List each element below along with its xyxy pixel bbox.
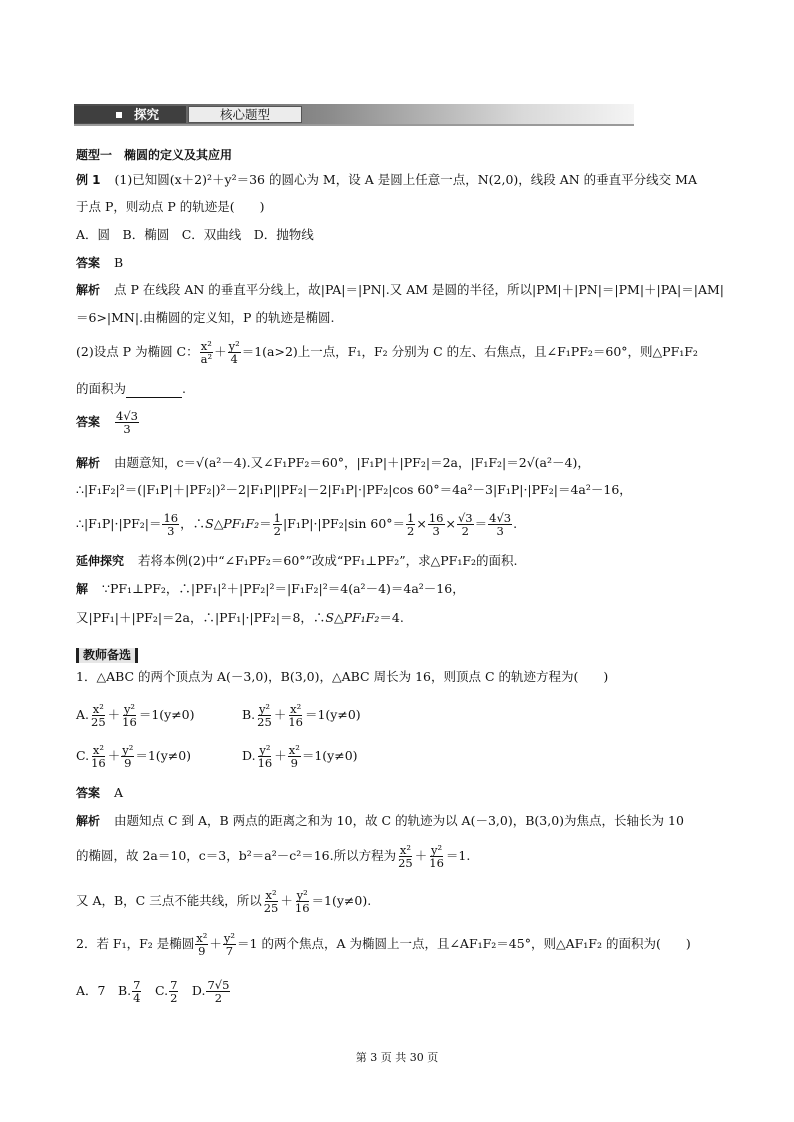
- q1-analysis-line2: 的椭圆，故 2a＝10，c＝3，b²＝a²－c²＝16.所以方程为 $\frac{\text{x²}}{25}$ ＋ $\frac{\text{y²}}{16}$ ＝1.: [76, 843, 471, 870]
- q1-option-a: A. $\frac{\text{x²}}{25}$ ＋ $\frac{\text{y²}}{16}$ ＝1(y≠0): [76, 702, 195, 729]
- q2-options: A．7 B. $\frac{7}{4}$ C. $\frac{7}{2}$ D. $\frac{7√5}{2}$: [76, 978, 230, 1005]
- example1-q2-line2: 的面积为 .: [76, 381, 186, 396]
- q1-analysis-line3: 又 A，B，C 三点不能共线，所以 $\frac{\text{x²}}{25}$ ＋ $\frac{\text{y²}}{16}$ ＝1(y≠0).: [76, 888, 372, 915]
- example1-q2-answer: 答案 $\frac{4√3}{3}$: [76, 409, 138, 436]
- example1-answer: 答案 B: [76, 255, 124, 270]
- q1-option-b: B. $\frac{\text{y²}}{25}$ ＋ $\frac{\text{x²}}{16}$ ＝1(y≠0): [242, 702, 361, 729]
- teacher-box: 教师备选: [76, 646, 720, 664]
- example1-analysis-line1: 解析 点 P 在线段 AN 的垂直平分线上，故|PA|＝|PN|.又 AM 是圆的半径，所以|PM|＋|PN|＝|PM|＋|PA|＝|AM|: [76, 282, 725, 297]
- q2-stem: 2．若 F₁，F₂ 是椭圆 $\frac{\text{x²}}{9}$ ＋ $\frac{\text{y²}}{7}$ ＝1 的两个焦点，A 为椭圆上一点，且∠AF₁F₂＝45°，则△AF₁F₂ 的面积为( ): [76, 931, 691, 958]
- page-footer: 第 3 页 共 30 页: [355, 1051, 439, 1064]
- section-header-band: [74, 104, 634, 126]
- example1-analysis-line2: ＝6>|MN|.由椭圆的定义知，P 的轨迹是椭圆.: [76, 310, 335, 325]
- header-subtitle: 核心题型: [188, 106, 302, 123]
- extension-solution-line2: 又|PF₁|＋|PF₂|＝2a，∴|PF₁|·|PF₂|＝8，∴S△PF₁F₂＝4.: [76, 610, 404, 625]
- q1-stem: 1．△ABC 的两个顶点为 A(－3,0)，B(3,0)，△ABC 周长为 16，则顶点 C 的轨迹方程为( ): [76, 669, 609, 684]
- header-tag: 探究: [74, 106, 186, 123]
- q1-analysis-line1: 解析 由题知点 C 到 A，B 两点的距离之和为 10，故 C 的轨迹为以 A(－3,0)，B(3,0)为焦点，长轴长为 10: [76, 813, 684, 828]
- example1-line1: 例 1 (1)已知圆(x＋2)²＋y²＝36 的圆心为 M，设 A 是圆上任意一点，N(2,0)，线段 AN 的垂直平分线交 MA: [76, 172, 697, 187]
- example1-q2-analysis-line2: ∴|F₁F₂|²＝(|F₁P|＋|PF₂|)²－2|F₁P||PF₂|－2|F₁P|·|PF₂|cos 60°＝4a²－3|F₁P|·|PF₂|＝4a²－16，: [76, 482, 632, 497]
- section-title: 题型一 椭圆的定义及其应用: [76, 148, 233, 162]
- example1-q2-analysis-line3: ∴|F₁P|·|PF₂|＝ $\frac{16}{3}$ ，∴S△PF₁F₂＝ $\frac{1}{2}$ |F₁P|·|PF₂|sin 60°＝ $\frac{1}{2}$ × $\frac{16}{3}$ × $\frac{√3}{2}$ ＝ $\frac{4√3}{3}$ .: [76, 511, 518, 538]
- example1-line2: 于点 P，则动点 P 的轨迹是( ): [76, 199, 265, 214]
- q1-option-d: D. $\frac{\text{y²}}{16}$ ＋ $\frac{\text{x²}}{9}$ ＝1(y≠0): [242, 743, 358, 770]
- q1-option-c: C. $\frac{\text{x²}}{16}$ ＋ $\frac{\text{y²}}{9}$ ＝1(y≠0): [76, 743, 192, 770]
- example1-q2-line1: (2)设点 P 为椭圆 C： $\frac{\text{x²}}{\text{a²}}$ ＋ $\frac{\text{y²}}{4}$ ＝1(a>2)上一点，F₁，F₂ 分别为 C 的左、右焦点，且∠F₁PF₂＝60°，则△PF₁F₂: [76, 339, 698, 366]
- extension-question: 延伸探究 若将本例(2)中“∠F₁PF₂＝60°”改成“PF₁⊥PF₂”，求△PF₁F₂的面积.: [76, 553, 518, 568]
- square-bullet-icon: [116, 112, 122, 118]
- example1-options: A．圆 B．椭圆 C．双曲线 D．抛物线: [76, 227, 314, 242]
- q1-answer: 答案 A: [76, 785, 124, 800]
- example1-q2-analysis-line1: 解析 由题意知，c＝√(a²－4).又∠F₁PF₂＝60°，|F₁P|＋|PF₂|＝2a，|F₁F₂|＝2√(a²－4)，: [76, 455, 590, 470]
- extension-solution-line1: 解 ∵PF₁⊥PF₂，∴|PF₁|²＋|PF₂|²＝|F₁F₂|²＝4(a²－4)＝4a²－16，: [76, 581, 465, 596]
- answer-blank: [126, 385, 182, 398]
